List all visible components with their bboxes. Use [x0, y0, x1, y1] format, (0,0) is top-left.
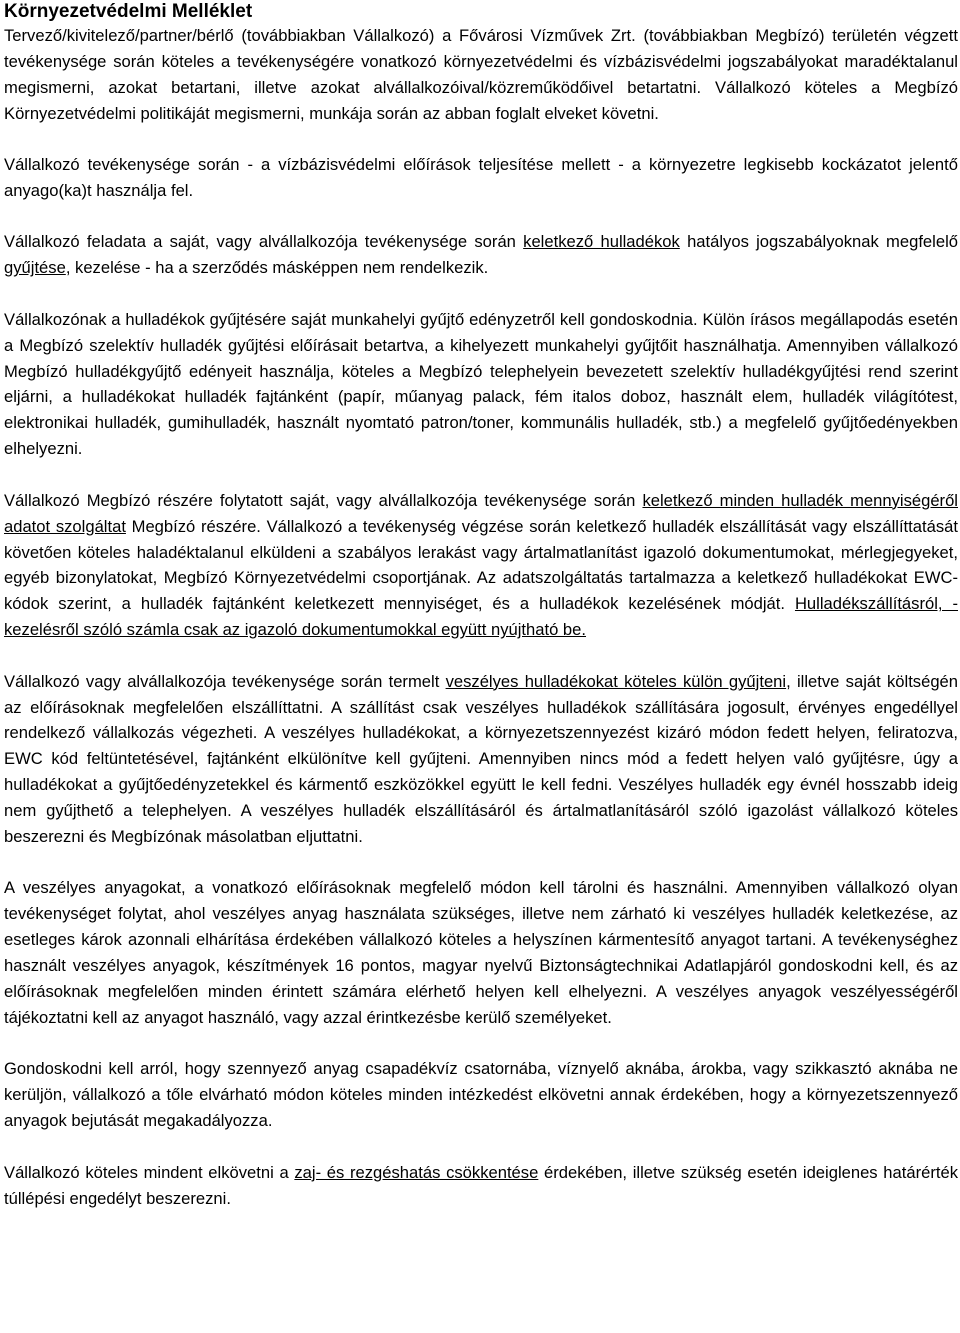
text-segment: Vállalkozó Megbízó részére folytatott saját, vagy alvállalkozója tevékenysége során — [4, 490, 643, 510]
paragraph — [4, 152, 958, 204]
text-segment: , kezelése - ha a szerződés másképpen nem rendelkezik. — [65, 258, 489, 278]
paragraph-gap — [4, 127, 958, 153]
paragraph — [4, 1160, 958, 1212]
text-segment: érdekében, illetve szükség esetén ideiglenes határérték túllépési engedélyt beszerezni. — [4, 1162, 958, 1208]
paragraph — [4, 307, 958, 462]
paragraph — [4, 875, 958, 1030]
paragraph-gap — [4, 281, 958, 307]
paragraph-gap — [4, 1134, 958, 1160]
paragraph — [4, 1056, 958, 1134]
paragraph — [4, 488, 958, 643]
paragraph-gap — [4, 1031, 958, 1057]
document-body — [4, 23, 958, 1211]
text-segment: Vállalkozónak a hulladékok gyűjtésére saját munkahelyi gyűjtő edényzetről kell gondoskodnia. Külön írásos megállapodás esetén a Megbízó szelektív hulladék gyűjtési előírásait betartva, a kihelyezett munkahelyi gyűjtőit használhatja. Amennyiben vállalkozó Megbízó hulladékgyűjtő edényeit használja, köteles a Megbízó telephelyein bevezetett szelektív hulladékgyűjtési rend szerint eljárni, a hulladékokat hulladék fajtánként (papír, műanyag palack, fém italos doboz, használt elem, hulladék világítótest, elektronikai hulladék, gumihulladék, használt nyomtató patron/toner, kommunális hulladék, stb.) a megfelelő gyűjtőedényekben elhelyezni. — [4, 309, 958, 459]
paragraph — [4, 669, 958, 850]
paragraph — [4, 23, 958, 127]
paragraph-gap — [4, 850, 958, 876]
text-segment: Megbízó részére. Vállalkozó a tevékenység végzése során keletkező hulladék elszállítását vagy elszállíttatását követően köteles haladéktalanul elküldeni a szabályos lerakást vagy ártalmatlanítást igazoló dokumentumokat, mérlegjegyeket, egyéb bizonylatokat, Megbízó Környezetvédelmi csoportjának. Az adatszolgáltatás tartalmazza a keletkező hulladékokat EWC-kódok szerint, a hulladék fajtánként keletkezett mennyiséget, és a hulladékok kezelésének módját. — [4, 516, 958, 614]
paragraph-gap — [4, 204, 958, 230]
underlined-text: Hulladékszállításról, -kezelésről szóló számla csak az igazoló dokumentumokkal együtt nyújtható be. — [4, 594, 958, 640]
text-segment: hatályos jogszabályoknak megfelelő — [679, 232, 958, 252]
text-segment: Vállalkozó feladata a saját, vagy alvállalkozója tevékenysége során — [4, 232, 524, 252]
text-segment: Gondoskodni kell arról, hogy szennyező anyag csapadékvíz csatornába, víznyelő aknába, árokba, vagy szikkasztó aknába ne kerüljön, vállalkozó a tőle elvárható módon köteles minden intézkedést elkövetni annak érdekében, hogy a környezetszennyező anyagok bejutását megakadályozza. — [4, 1059, 958, 1131]
document-page — [4, 0, 958, 1211]
text-segment: Vállalkozó vagy alvállalkozója tevékenysége során termelt — [4, 671, 446, 691]
paragraph-gap — [4, 643, 958, 669]
underlined-text: keletkező minden hulladék mennyiségéről adatot szolgáltat — [4, 490, 958, 536]
underlined-text: keletkező hulladékok — [523, 232, 680, 252]
text-segment: , illetve saját költségén az előírásoknak megfelelően elszállíttatni. A szállítást csak veszélyes hulladékok szállítására jogosult, érvényes engedéllyel rendelkező vállalkozás végezheti. A veszélyes hulladékokat, a környezetszennyezést kizáró módon fedett helyen, feliratozva, EWC kód feltüntetésével, fajtánként elkülönítve kell gyűjteni. Amennyiben nincs mód a fedett helyen való gyűjtésre, úgy a hulladékokat a gyűjtőedényzetekkel és kármentő eszközökkel együtt le kell fedni. Veszélyes hulladék egy évnél hosszabb ideig nem gyűjthető a telephelyen. A veszélyes hulladék elszállításáról és ártalmatlanításáról szóló igazolást vállalkozó köteles beszerezni és Megbízónak másolatban eljuttatni. — [4, 671, 959, 847]
text-segment: A veszélyes anyagokat, a vonatkozó előírásoknak megfelelő módon kell tárolni és használni. Amennyiben vállalkozó olyan tevékenységet folytat, ahol veszélyes anyag használata szükséges, illetve nem zárható ki veszélyes hulladék keletkezése, az esetleges károk azonnali elhárítása érdekében vállalkozó köteles a helyszínen kármentesítő anyagot tartani. A tevékenységhez használt veszélyes anyagok, készítmények 16 pontos, magyar nyelvű Biztonságtechnikai Adatlapjáról gondoskodni kell, és az előírásoknak megfelelően minden érintett számára elérhető helyen kell elhelyezni. A veszélyes anyagok veszélyességéről tájékoztatni kell az anyagot használó, vagy azzal érintkezésbe kerülő személyeket. — [4, 878, 958, 1027]
underlined-text: gyűjtése — [4, 258, 66, 278]
paragraph — [4, 229, 958, 281]
underlined-text: veszélyes hulladékokat köteles külön gyűjteni — [445, 671, 787, 691]
text-segment: Vállalkozó tevékenysége során - a vízbázisvédelmi előírások teljesítése mellett - a környezetre legkisebb kockázatot jelentő anyago(ka)t használja fel. — [4, 155, 958, 201]
text-segment: Tervező/kivitelező/partner/bérlő (továbbiakban Vállalkozó) a Fővárosi Vízművek Zrt. (továbbiakban Megbízó) területén végzett tevékenysége során köteles a tevékenységére vonatkozó környezetvédelmi és vízbázisvédelmi jogszabályokat maradéktalanul megismerni, azokat betartani, illetve azokat alvállalkozóival/közreműködőivel betartatni. Vállalkozó köteles a Megbízó Környezetvédelmi politikáját megismerni, munkája során az abban foglalt elveket követni. — [4, 26, 958, 123]
underlined-text: zaj- és rezgéshatás csökkentése — [294, 1162, 539, 1182]
text-segment: Vállalkozó köteles mindent elkövetni a — [4, 1162, 295, 1182]
paragraph-gap — [4, 462, 958, 488]
document-title: Környezetvédelmi Melléklet — [4, 1, 253, 22]
